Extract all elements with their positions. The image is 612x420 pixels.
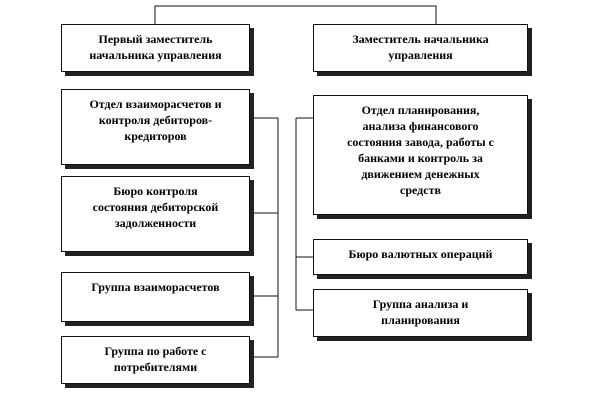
deputy-head-box: Заместитель начальника управления bbox=[313, 24, 528, 72]
right-unit-analysis-group: Группа анализа и планирования bbox=[313, 289, 528, 337]
left-unit-receivables-bureau: Бюро контроля состояния дебиторской задолженности bbox=[61, 176, 250, 252]
root-connector bbox=[155, 6, 436, 24]
right-unit-planning-dept: Отдел планирования, анализа финансового состояния завода, работы с банками и контроль за движением денежных средств bbox=[313, 95, 528, 215]
right-unit-currency-bureau: Бюро валютных операций bbox=[313, 239, 528, 275]
left-unit-consumers-group: Группа по работе с потребителями bbox=[61, 336, 250, 384]
first-deputy-head-box: Первый заместитель начальника управления bbox=[61, 24, 250, 72]
left-unit-settlements-dept: Отдел взаиморасчетов и контроля дебиторов- кредиторов bbox=[61, 89, 250, 165]
left-unit-settlements-group: Группа взаиморасчетов bbox=[61, 272, 250, 322]
